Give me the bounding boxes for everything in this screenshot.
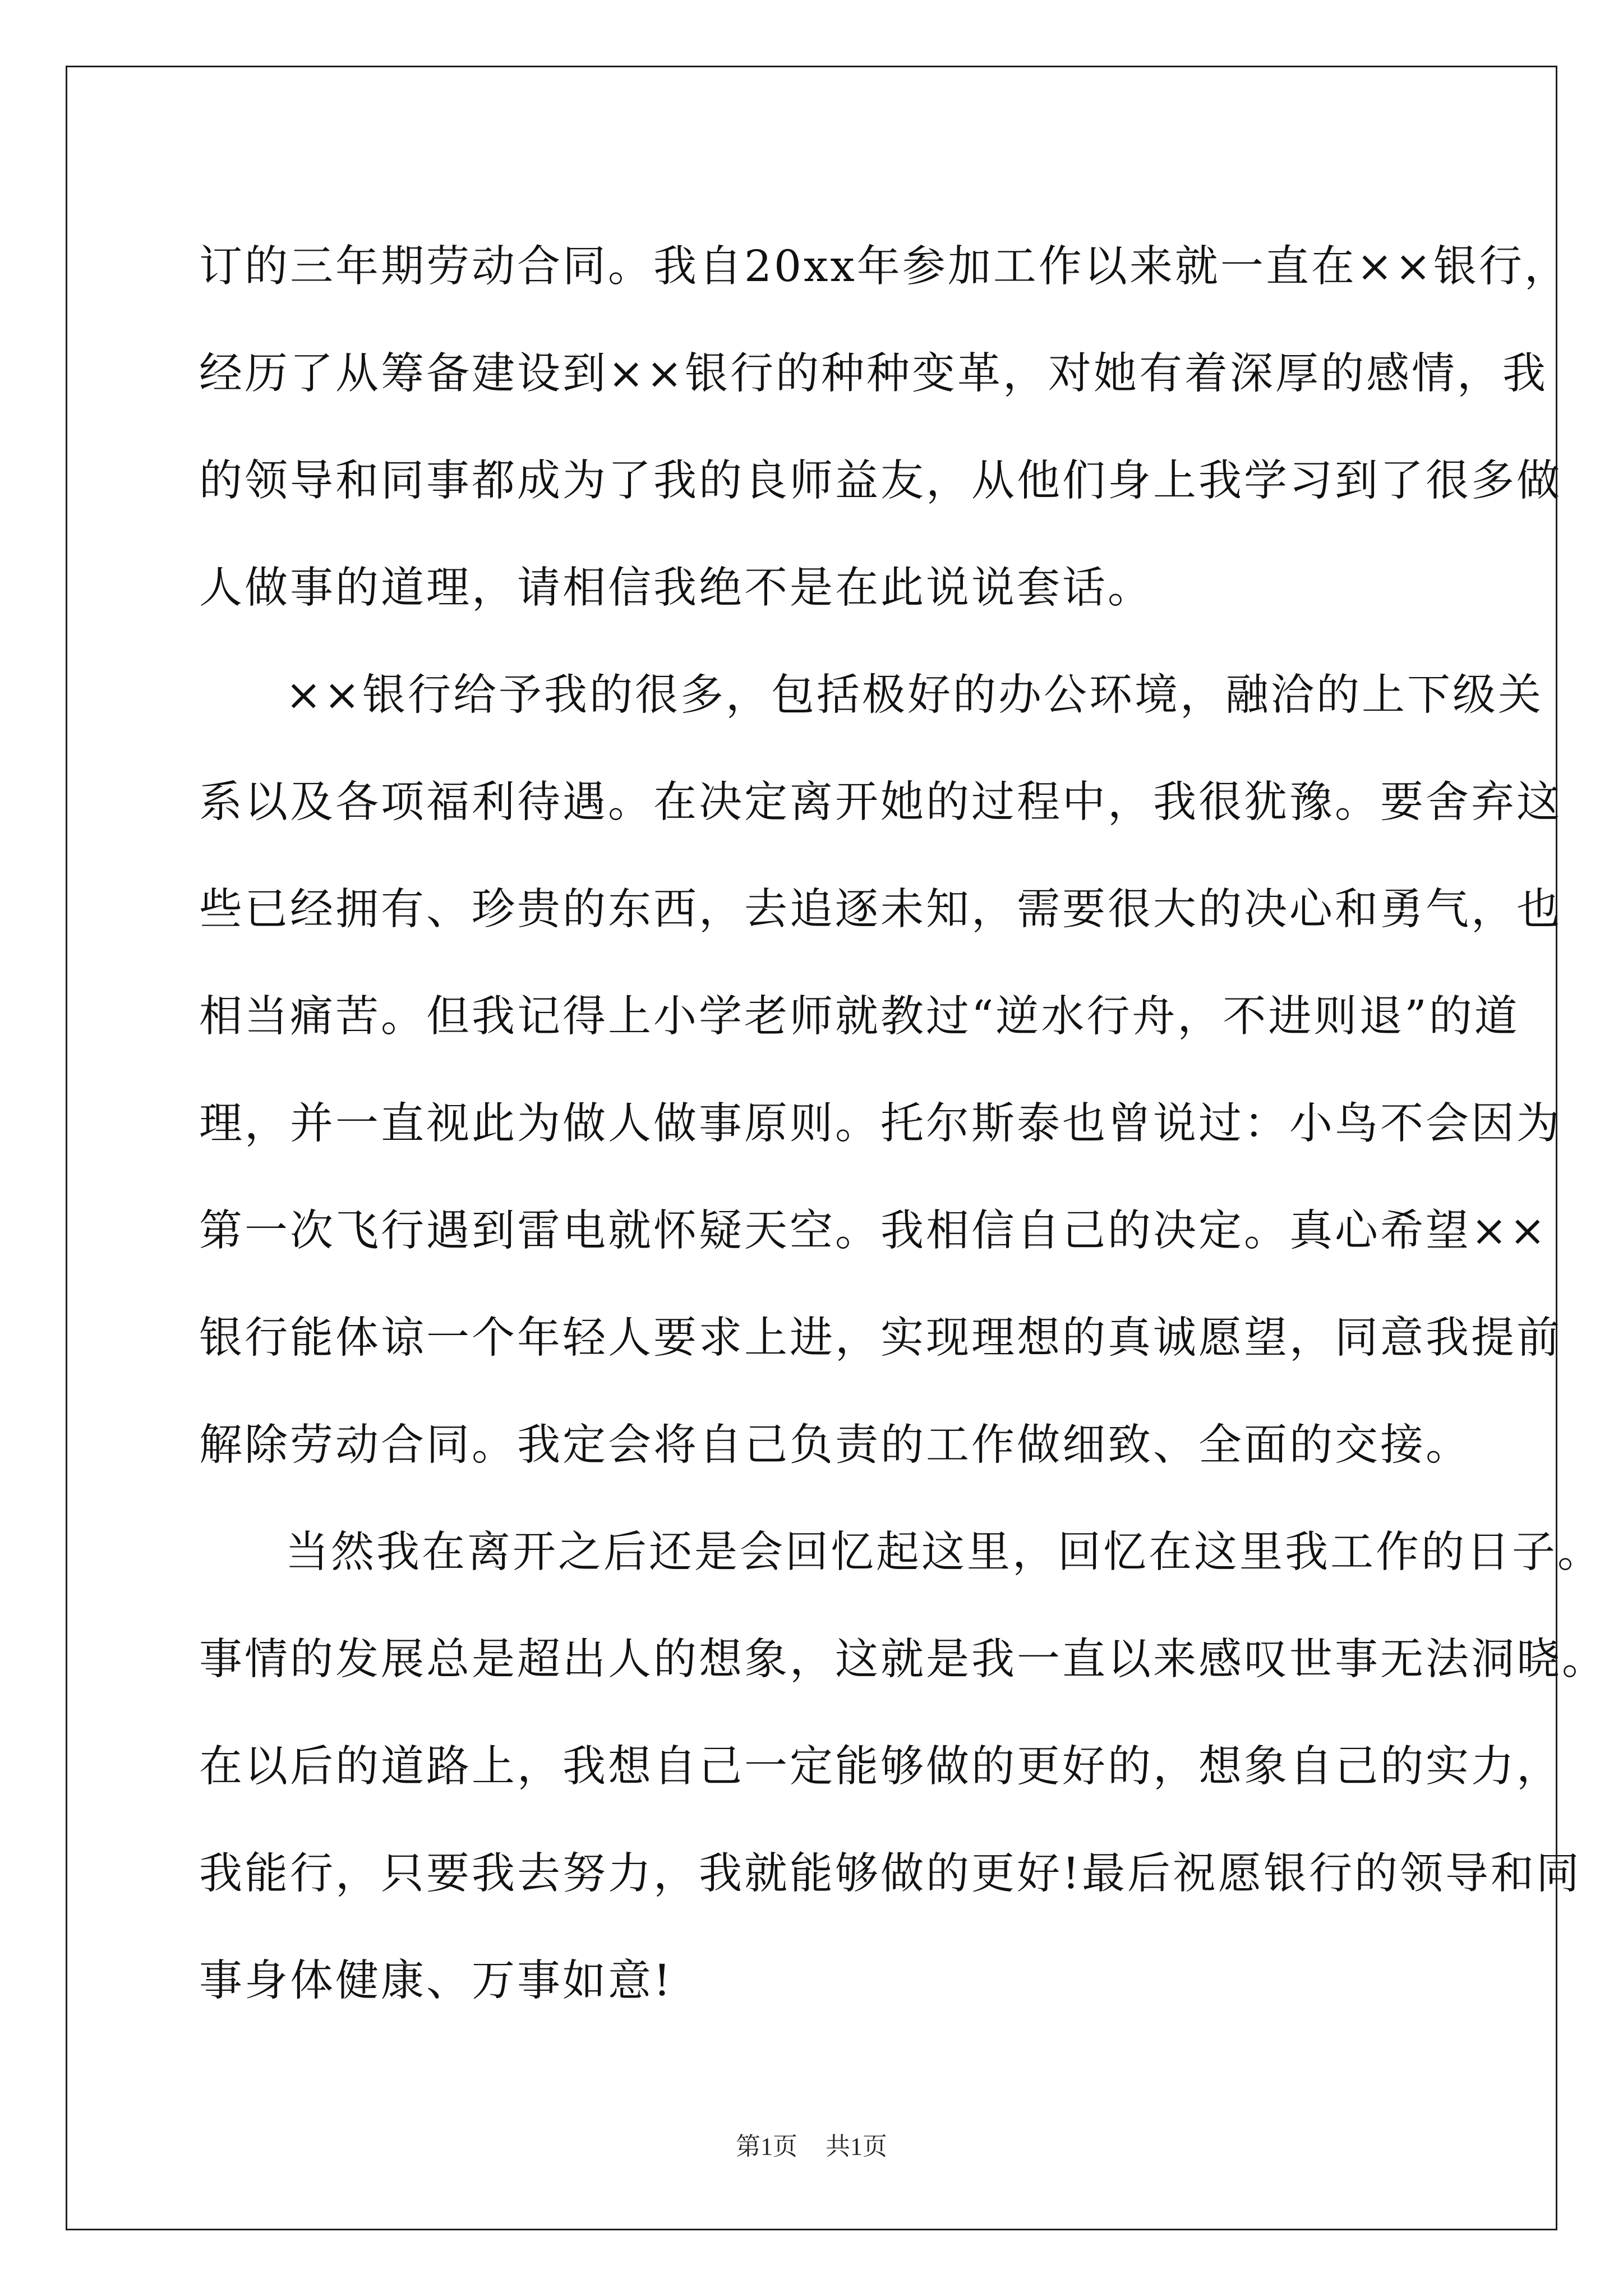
text-line: 第一次飞行遇到雷电就怀疑天空。我相信自己的决定。真心希望×× xyxy=(199,1206,1548,1256)
text-line: 在以后的道路上，我想自己一定能够做的更好的，想象自己的实力， xyxy=(199,1742,1562,1792)
text-line: 系以及各项福利待遇。在决定离开她的过程中，我很犹豫。要舍弃这 xyxy=(199,777,1562,827)
text-line: 人做事的道理，请相信我绝不是在此说说套话。 xyxy=(199,563,1153,613)
text-line: 经历了从筹备建设到××银行的种种变革，对她有着深厚的感情，我 xyxy=(199,349,1548,399)
page-total: 共1页 xyxy=(826,2133,887,2160)
text-line: ××银行给予我的很多，包括极好的办公环境，融洽的上下级关 xyxy=(285,670,1544,720)
text-line: 相当痛苦。但我记得上小学老师就教过“逆水行舟，不进则退”的道 xyxy=(199,992,1520,1042)
text-line: 订的三年期劳动合同。我自20xx年参加工作以来就一直在××银行， xyxy=(199,242,1570,292)
document-body xyxy=(199,213,1607,2035)
text-line: 事身体健康、万事如意! xyxy=(199,1956,673,2006)
text-line: 事情的发展总是超出人的想象，这就是我一直以来感叹世事无法洞晓。 xyxy=(199,1635,1607,1685)
page-footer xyxy=(0,2126,1623,2162)
text-line: 理，并一直视此为做人做事原则。托尔斯泰也曾说过：小鸟不会因为 xyxy=(199,1099,1562,1149)
text-line: 当然我在离开之后还是会回忆起这里，回忆在这里我工作的日子。 xyxy=(285,1527,1603,1577)
text-line: 的领导和同事都成为了我的良师益友，从他们身上我学习到了很多做 xyxy=(199,456,1562,506)
text-line: 我能行，只要我去努力，我就能够做的更好!最后祝愿银行的领导和同 xyxy=(199,1849,1581,1899)
text-line: 些已经拥有、珍贵的东西，去追逐未知，需要很大的决心和勇气，也 xyxy=(199,885,1562,935)
text-line: 解除劳动合同。我定会将自己负责的工作做细致、全面的交接。 xyxy=(199,1420,1471,1470)
text-line: 银行能体谅一个年轻人要求上进，实现理想的真诚愿望，同意我提前 xyxy=(199,1313,1562,1363)
page-number: 第1页 xyxy=(736,2133,797,2160)
